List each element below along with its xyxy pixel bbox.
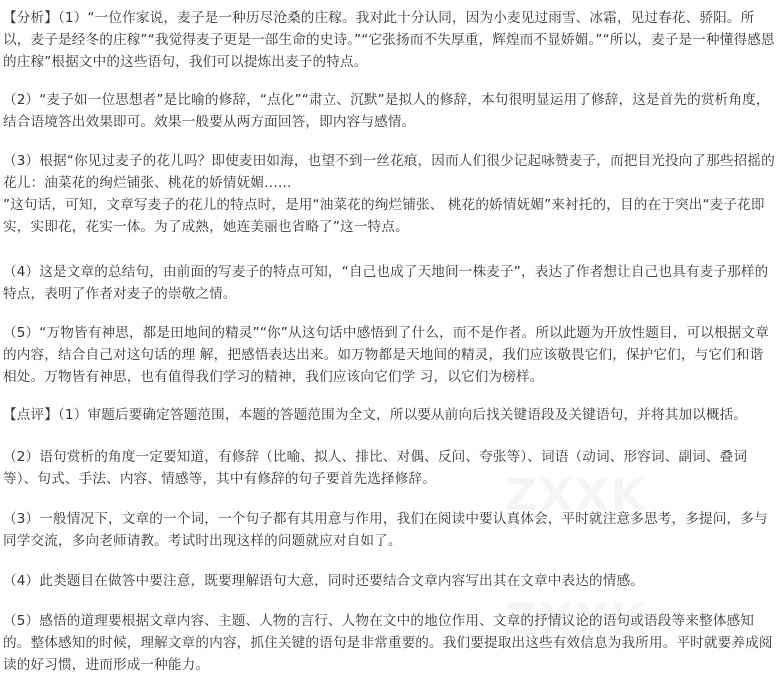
analysis-paragraph-3: （3）根据“你见过麦子的花儿吗？即使麦田如海，也望不到一丝花痕，因而人们很少记起咏赞麦子，而把目光投向了那些招摇的花儿：油菜花的绚烂铺张、桃花的娇情妩媚…… ”这句话，可知，文章写麦子的花儿的特点时，是用“油菜花的绚烂铺张、 桃花的娇情妩媚”来衬托的，目的在于突出“麦子花即实，实即花，花实一体。为了成熟，她连美丽也省略了”这一特点。 (3, 153, 775, 235)
review-paragraph-3: （3）一般情况下，文章的一个词，一个句子都有其用意与作用，我们在阅读中要认真体会，平时就注意多思考，多提问，多与同学交流，多向老师请教。考试时出现这样的问题就应对自如了。 (3, 511, 768, 549)
analysis-paragraph-1: 【分析】（1）“一位作家说，麦子是一种历尽沧桑的庄稼。我对此十分认同，因为小麦见过雨雪、冰霜，见过春花、骄阳。所以，麦子是经冬的庄稼”“我觉得麦子更是一部生命的史诗。”“它张扬而不失厚重，辉煌而不显娇媚。”“所以，麦子是一种懂得感恩的庄稼”根据文中的这些语句，我们可以提炼出麦子的特点。 (3, 10, 775, 70)
analysis-paragraph-2: （2）“麦子如一位思想者”是比喻的修辞，“点化”“肃立、沉默”是拟人的修辞，本句很明显运用了修辞，这是首先的赏析角度，结合语境答出效果即可。效果一般要从两方面回答，即内容与感情。 (3, 92, 770, 130)
analysis-paragraph-4: （4）这是文章的总结句，由前面的写麦子的特点可知，“自己也成了天地间一株麦子”，表达了作者想让自己也具有麦子那样的特点，表明了作者对麦子的崇敬之情。 (3, 264, 769, 302)
analysis-paragraph-5: （5）“万物皆有神思，都是田地间的精灵”“你”从这句话中感悟到了什么，而不是作者。所以此题为开放性题目，可以根据文章的内容，结合自己对这句话的理 解，把感悟表达出来。如万物都是天地间的精灵，我们应该敬畏它们，保护它们，与它们和谐相处。万物皆有神思，也有值得我们学习的精神，我们应该向它们学 习，以它们为榜样。 (3, 325, 769, 385)
review-paragraph-5: （5）感悟的道理要根据文章内容、主题、人物的言行、人物在文中的地位作用、文章的抒情议论的语句或语段等来整体感知的。整体感知的时候，理解文章的内容，抓住关键的语句是非常重要的。我们要提取出这些有效信息为我所用。平时就要养成阅读的好习惯，进而形成一种能力。 (3, 613, 773, 673)
review-paragraph-4: （4）此类题目在做答中要注意，既要理解语句大意，同时还要结合文章内容写出其在文章中表达的情感。 (3, 573, 645, 589)
review-paragraph-2: （2）语句赏析的角度一定要知道，有修辞（比喻、拟人、排比、对偶、反问、夸张等）、词语（动词、形容词、副词、叠词等）、句式、手法、内容、情感等，其中有修辞的句子要首先选择修辞。 (3, 449, 748, 487)
review-paragraph-1: 【点评】（1）审题后要确定答题范围，本题的答题范围为全文，所以要从前向后找关键语段及关键语句，并将其加以概括。 (3, 407, 748, 423)
